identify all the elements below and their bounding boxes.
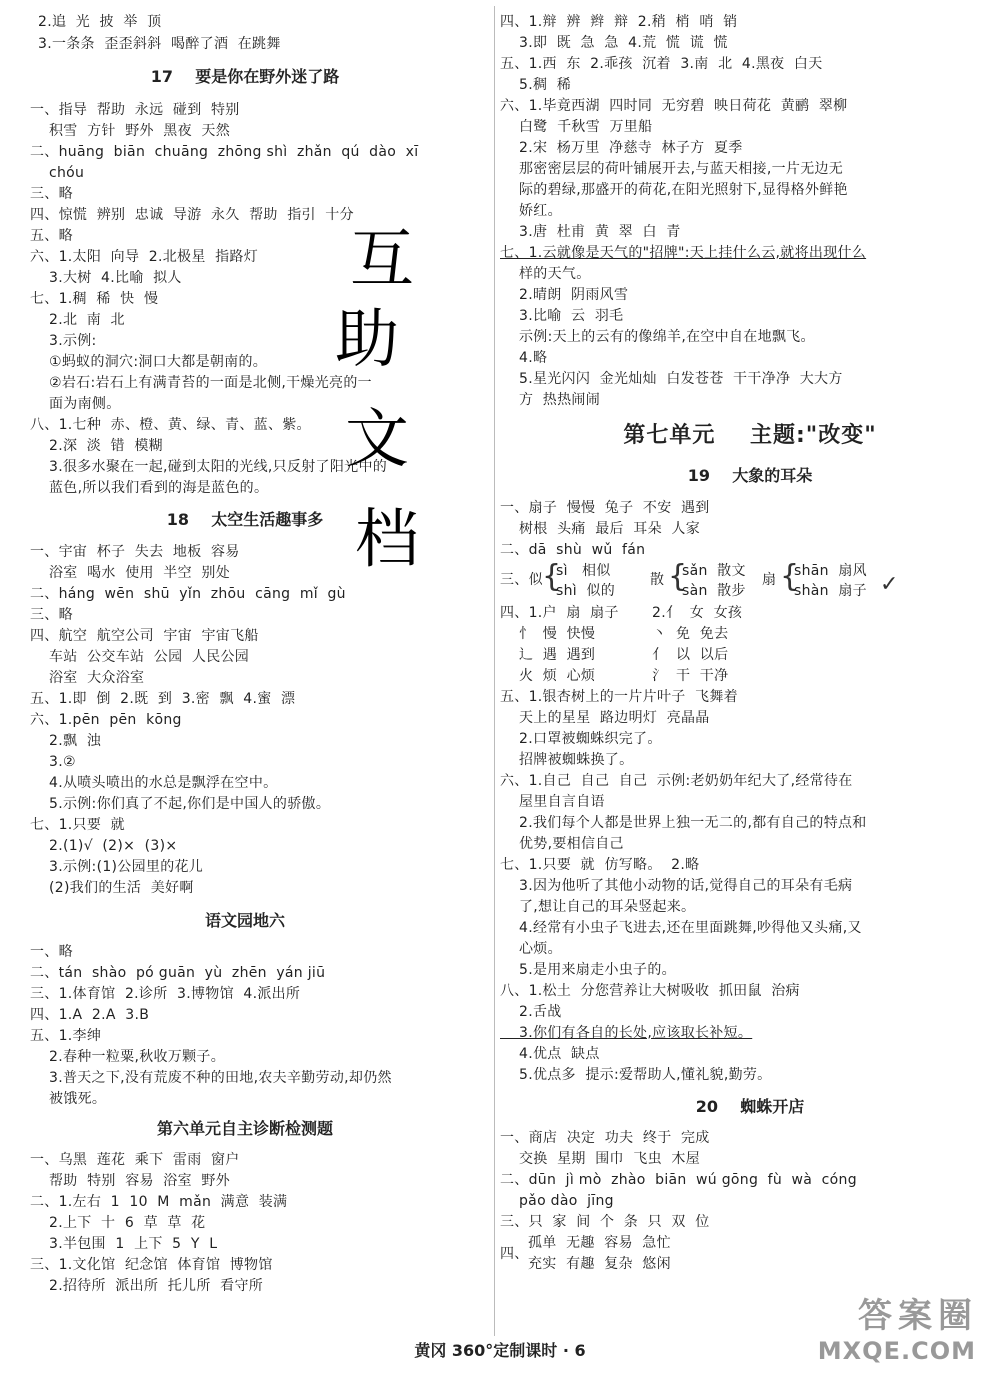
- text-line: 2.上下 十 6 草 草 花: [30, 1215, 206, 1231]
- text-line: 白鹭 千秋雪 万里船: [500, 119, 653, 135]
- text-line: 屋里自言自语: [500, 794, 605, 810]
- text-line: 五、1.西 东 2.乖孩 沉着 3.南 北 4.黑夜 白天: [500, 56, 823, 72]
- text-line: 3.半包围 1 上下 5 Y L: [30, 1236, 218, 1252]
- text-line: 七、1.只要 就 仿写略。 2.略: [500, 857, 700, 873]
- text-line: 3.唐 杜甫 黄 翠 白 青: [500, 224, 681, 240]
- text-line: 辶 遇 遇到 亻 以 以后: [500, 647, 729, 663]
- right-column: [500, 0, 1000, 1373]
- brace-icon: {: [780, 559, 800, 594]
- section-heading-19: 19 大象的耳朵: [687, 466, 813, 485]
- text-line: 4.从喷头喷出的水总是飘浮在空中。: [30, 775, 278, 791]
- text-line: 2.深 淡 错 模糊: [30, 438, 163, 454]
- text-line: sì 相似: [556, 563, 611, 579]
- text-line: 五、略: [30, 228, 73, 244]
- text-line: pǎo dào jīng: [500, 1193, 614, 1209]
- handwritten-char: 助: [335, 303, 399, 377]
- text-line: 4.优点 缺点: [500, 1046, 600, 1062]
- handwritten-char: 档: [355, 503, 419, 577]
- text-line: 七、1.稠 稀 快 慢: [30, 291, 159, 307]
- text-line: 二、dā shù wǔ fán: [500, 542, 646, 558]
- text-line: 四、航空 航空公司 宇宙 宇宙飞船: [30, 628, 259, 644]
- text-line: 四、1.辩 辨 辫 辩 2.稍 梢 哨 销: [500, 14, 738, 30]
- text-line: 六、1.pēn pēn kōng: [30, 712, 182, 728]
- text-line: 际的碧绿,那盛开的荷花,在阳光照射下,显得格外鲜艳: [500, 182, 848, 198]
- check-mark-icon: ✓: [880, 572, 899, 597]
- text-line: 交换 星期 围巾 飞虫 木屋: [500, 1151, 701, 1167]
- brace-icon: {: [542, 559, 562, 594]
- text-line: 一、指导 帮助 永远 碰到 特别: [30, 102, 240, 118]
- text-line: 二、háng wēn shū yǐn zhōu cāng mǐ gù: [30, 586, 346, 602]
- text-line: 三、只 家 间 个 条 只 双 位: [500, 1214, 710, 1230]
- text-line: 二、1.左右 1 10 M mǎn 满意 装满: [30, 1194, 288, 1210]
- section-heading-yuwen-yuandi: 语文园地六: [204, 911, 285, 930]
- text-line: 三、1.文化馆 纪念馆 体育馆 博物馆: [30, 1257, 273, 1273]
- text-line: 八、1.七种 赤、橙、黄、绿、青、蓝、紫。: [30, 417, 311, 433]
- text-line: 浴室 大众浴室: [30, 670, 145, 686]
- watermark-url: MXQE.COM: [817, 1337, 976, 1365]
- text-line: 5.稠 稀: [500, 77, 572, 93]
- text-line: 积雪 方针 野外 黑夜 天然: [30, 123, 231, 139]
- text-line: (2)我们的生活 美好啊: [30, 880, 194, 896]
- text-line: 3.你们有各自的长处,应该取长补短。: [500, 1025, 753, 1041]
- text-line: 车站 公交车站 公园 人民公园: [30, 649, 250, 665]
- text-line: 孤单 无趣 容易 急忙: [528, 1235, 671, 1251]
- text-line: 七、1.只要 就: [30, 817, 125, 833]
- text-line: 七、1.云就像是天气的"招牌":天上挂什么云,就将出现什么: [500, 245, 867, 261]
- text-line: 五、1.即 倒 2.既 到 3.密 飘 4.蜜 漂: [30, 691, 296, 707]
- text-line: 三、略: [30, 607, 73, 623]
- text-line: 5.星光闪闪 金光灿灿 白发苍苍 干干净净 大大方: [500, 371, 843, 387]
- text-line: 3.比喻 云 羽毛: [500, 308, 624, 324]
- text-line: 浴室 喝水 使用 半空 别处: [30, 565, 231, 581]
- text-line: sǎn 散文: [682, 563, 746, 579]
- text-line: 2.(1)√ (2)× (3)×: [30, 838, 178, 854]
- text-line: 4.经常有小虫子飞进去,还在里面跳舞,吵得他又头痛,又: [500, 920, 862, 936]
- watermark-text: 答案圈: [858, 1296, 978, 1336]
- text-line: 忄 慢 快慢 丶 免 免去: [500, 626, 729, 642]
- unit-heading: 第七单元 主题:"改变": [623, 423, 877, 448]
- left-column: [0, 0, 490, 1373]
- text-line: 蓝色,所以我们看到的海是蓝色的。: [30, 480, 269, 496]
- text-line: 5.示例:你们真了不起,你们是中国人的骄傲。: [30, 796, 331, 812]
- text-line: 四、1.户 扇 扇子 2.亻 女 女孩: [500, 605, 743, 621]
- text-line: 样的天气。: [500, 266, 591, 282]
- handwritten-char: 互: [350, 223, 414, 297]
- text-line: 充实 有趣 复杂 悠闲: [528, 1256, 671, 1272]
- text-line: 五、1.李绅: [30, 1028, 102, 1044]
- text-line: 3.很多水聚在一起,碰到太阳的光线,只反射了阳光中的: [30, 459, 388, 475]
- text-line: 那密密层层的荷叶铺展开去,与蓝天相接,一片无边无: [500, 161, 844, 177]
- text-line: 散: [650, 572, 665, 588]
- text-line: 三、略: [30, 186, 73, 202]
- text-line: 2.口罩被蜘蛛织完了。: [500, 731, 662, 747]
- text-line: 三、1.体育馆 2.诊所 3.博物馆 4.派出所: [30, 986, 301, 1002]
- text-line: 5.优点多 提示:爱帮助人,懂礼貌,勤劳。: [500, 1067, 772, 1083]
- text-line: 四、: [500, 1246, 529, 1262]
- brace-icon: {: [668, 559, 688, 594]
- text-line: 2.追 光 披 举 顶: [38, 14, 162, 30]
- text-line: 八、1.松土 分您营养让大树吸收 抓田鼠 治病: [500, 983, 800, 999]
- text-line: 优势,要相信自己: [500, 836, 624, 852]
- text-line: 一、扇子 慢慢 兔子 不安 遇到: [500, 500, 710, 516]
- text-line: 2.舌战: [500, 1004, 562, 1020]
- text-line: 3.即 既 急 急 4.荒 慌 谎 慌: [500, 35, 728, 51]
- text-line: 了,想让自己的耳朵竖起来。: [500, 899, 696, 915]
- text-line: 扇: [762, 572, 777, 588]
- text-line: 2.晴朗 阴雨风雪: [500, 287, 629, 303]
- text-line: sàn 散步: [682, 583, 746, 599]
- section-heading-18: 18 太空生活趣事多: [166, 510, 324, 529]
- text-line: 3.②: [30, 754, 76, 770]
- column-divider: [494, 6, 495, 1336]
- text-line: 3.因为他听了其他小动物的话,觉得自己的耳朵有毛病: [500, 878, 853, 894]
- section-heading-unit6-test: 第六单元自主诊断检测题: [156, 1119, 333, 1138]
- text-line: 六、1.毕竟西湖 四时同 无穷碧 映日荷花 黄鹂 翠柳: [500, 98, 848, 114]
- text-line: 一、乌黑 莲花 乘下 雷雨 窗户: [30, 1152, 240, 1168]
- text-line: 4.略: [500, 350, 548, 366]
- text-line: 四、惊慌 辨别 忠诚 导游 永久 帮助 指引 十分: [30, 207, 354, 223]
- text-line: 2.春种一粒粟,秋收万颗子。: [30, 1049, 226, 1065]
- text-line: 2.招待所 派出所 托儿所 看守所: [30, 1278, 264, 1294]
- text-line: 3.大树 4.比喻 拟人: [30, 270, 182, 286]
- text-line: 2.宋 杨万里 净慈寺 林子方 夏季: [500, 140, 743, 156]
- text-line: shān 扇风: [794, 563, 867, 579]
- text-line: 3.示例:: [30, 333, 97, 349]
- text-line: 六、1.自己 自己 自己 示例:老奶奶年纪大了,经常待在: [500, 773, 853, 789]
- text-line: 方 热热闹闹: [500, 392, 601, 408]
- text-line: 示例:天上的云有的像绵羊,在空中自在地飘飞。: [500, 329, 815, 345]
- text-line: 二、tán shào pó guān yù zhēn yán jiū: [30, 965, 326, 981]
- text-line: 三、似: [500, 572, 543, 588]
- text-line: 5.是用来扇走小虫子的。: [500, 962, 676, 978]
- text-line: 火 烦 心烦 氵 干 干净: [500, 668, 729, 684]
- text-line: 2.飘 浊: [30, 733, 102, 749]
- text-line: 3.普天之下,没有荒废不种的田地,农夫辛勤劳动,却仍然: [30, 1070, 392, 1086]
- text-line: 面为南侧。: [30, 396, 121, 412]
- text-line: 心烦。: [500, 941, 562, 957]
- text-line: 一、宇宙 杯子 失去 地板 容易: [30, 544, 240, 560]
- text-line: 天上的星星 路边明灯 亮晶晶: [500, 710, 710, 726]
- text-line: 娇红。: [500, 203, 562, 219]
- text-line: 招牌被蜘蛛换了。: [500, 752, 634, 768]
- text-line: chóu: [30, 165, 85, 181]
- text-line: 四、1.A 2.A 3.B: [30, 1007, 150, 1023]
- text-line: ②岩石:岩石上有满青苔的一面是北侧,干燥光亮的一: [30, 375, 372, 391]
- text-line: 帮助 特别 容易 浴室 野外: [30, 1173, 231, 1189]
- text-line: 二、huāng biān chuāng zhōng shì zhǎn qú dào xī: [30, 144, 419, 160]
- handwritten-char: 文: [345, 403, 409, 477]
- section-heading-17: 17 要是你在野外迷了路: [150, 67, 340, 86]
- text-line: 3.示例:(1)公园里的花儿: [30, 859, 204, 875]
- page-footer: 黄冈 360°定制课时 · 6: [414, 1341, 586, 1360]
- text-line: 一、略: [30, 944, 73, 960]
- text-line: 2.我们每个人都是世界上独一无二的,都有自己的特点和: [500, 815, 867, 831]
- text-line: 六、1.太阳 向导 2.北极星 指路灯: [30, 249, 259, 265]
- text-line: 二、dūn jì mò zhào biān wú gōng fù wà cóng: [500, 1172, 857, 1188]
- text-line: shì 似的: [556, 583, 616, 599]
- text-line: 被饿死。: [30, 1091, 107, 1107]
- text-line: 五、1.银杏树上的一片片叶子 飞舞着: [500, 689, 738, 705]
- text-line: 树根 头痛 最后 耳朵 人家: [500, 521, 701, 537]
- text-line: shàn 扇子: [794, 583, 867, 599]
- text-line: 3.一条条 歪歪斜斜 喝醉了酒 在跳舞: [38, 36, 281, 52]
- text-line: 一、商店 决定 功夫 终于 完成: [500, 1130, 710, 1146]
- section-heading-20: 20 蜘蛛开店: [695, 1097, 805, 1116]
- text-line: ①蚂蚁的洞穴:洞口大都是朝南的。: [30, 354, 268, 370]
- text-line: 2.北 南 北: [30, 312, 125, 328]
